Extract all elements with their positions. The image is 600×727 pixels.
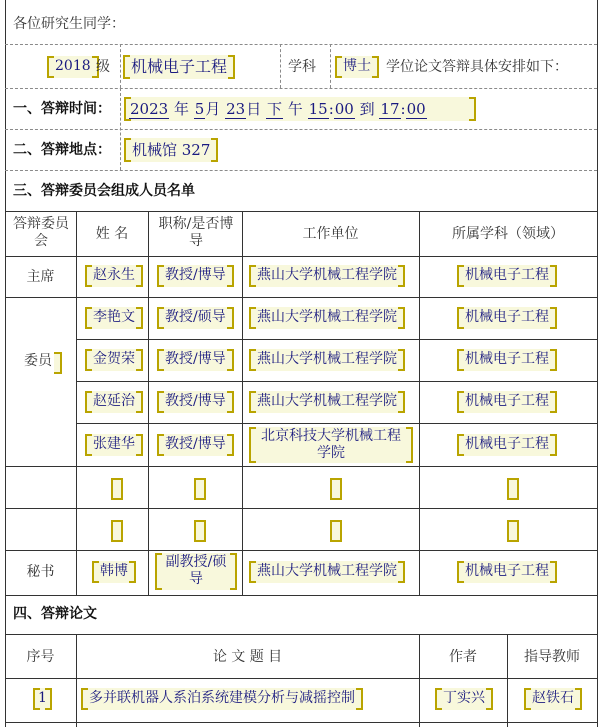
major-field[interactable]: 机械电子工程 xyxy=(123,55,235,79)
time-month-unit: 月 xyxy=(205,100,221,118)
empty-field-field[interactable] xyxy=(507,478,519,500)
thesis-advisor[interactable]: 赵铁石 xyxy=(524,688,582,710)
time-ampm-1: 下 xyxy=(267,100,283,118)
time-year-unit: 年 xyxy=(173,100,189,118)
time-day: 23 xyxy=(226,100,246,118)
committee-header-title: 职称/是否博导 xyxy=(158,216,234,249)
time-label: 一、答辩时间： xyxy=(13,101,111,117)
thesis-heading: 四、答辩论文 xyxy=(13,606,97,622)
committee-header-name: 姓 名 xyxy=(95,226,129,242)
member-title[interactable]: 教授/博导 xyxy=(157,434,234,456)
thesis-header-title: 论 文 题 目 xyxy=(212,649,283,665)
grade-suffix: 级 xyxy=(96,59,110,75)
thesis-header-author: 作者 xyxy=(449,649,477,665)
member-unit[interactable]: 燕山大学机械工程学院 xyxy=(249,265,405,287)
time-day-unit: 日 xyxy=(246,100,262,118)
member-role-bracket-icon xyxy=(54,352,62,374)
time-colon-1: : xyxy=(328,100,334,118)
time-start-minute: 00 xyxy=(334,100,354,118)
thesis-no[interactable]: 1 xyxy=(33,688,52,710)
member-field[interactable]: 机械电子工程 xyxy=(457,265,557,287)
thesis-author[interactable]: 丁实兴 xyxy=(435,688,493,710)
empty-title-field[interactable] xyxy=(194,520,206,542)
thesis-header-no: 序号 xyxy=(26,649,55,665)
member-name[interactable]: 赵延治 xyxy=(85,391,143,413)
member-field[interactable]: 机械电子工程 xyxy=(457,434,557,456)
member-unit[interactable]: 燕山大学机械工程学院 xyxy=(249,349,405,371)
empty-unit-field[interactable] xyxy=(330,520,342,542)
location-field[interactable]: 机械馆 327 xyxy=(124,138,218,162)
member-unit[interactable]: 燕山大学机械工程学院 xyxy=(249,307,405,329)
time-month: 5 xyxy=(194,100,205,118)
member-field[interactable]: 机械电子工程 xyxy=(457,391,557,413)
role-chair: 主席 xyxy=(26,269,55,285)
member-title[interactable]: 教授/硕导 xyxy=(157,307,234,329)
member-field[interactable]: 机械电子工程 xyxy=(457,561,557,583)
member-name[interactable]: 金贺荣 xyxy=(85,349,143,371)
time-end-minute: 00 xyxy=(406,100,426,118)
time-end-hour: 17 xyxy=(380,100,400,118)
role-member: 委员 xyxy=(24,353,52,369)
member-name[interactable]: 赵永生 xyxy=(85,265,143,287)
empty-title-field[interactable] xyxy=(194,478,206,500)
member-name[interactable]: 李艳文 xyxy=(85,307,143,329)
member-field[interactable]: 机械电子工程 xyxy=(457,349,557,371)
member-title[interactable]: 教授/博导 xyxy=(157,265,234,287)
committee-heading: 三、答辩委员会组成人员名单 xyxy=(13,183,195,199)
member-title[interactable]: 教授/博导 xyxy=(157,349,234,371)
committee-header-unit: 工作单位 xyxy=(302,226,359,242)
grade-field[interactable]: 2018 xyxy=(47,56,99,78)
member-title[interactable]: 教授/博导 xyxy=(157,391,234,413)
time-colon-2: : xyxy=(400,100,406,118)
member-unit[interactable]: 北京科技大学机械工程学院 xyxy=(249,427,413,463)
member-title[interactable]: 副教授/硕导 xyxy=(155,553,237,590)
location-label: 二、答辩地点： xyxy=(13,142,111,158)
discipline-label: 学科 xyxy=(288,59,316,75)
empty-field-field[interactable] xyxy=(507,520,519,542)
empty-name-field[interactable] xyxy=(111,478,123,500)
member-unit[interactable]: 燕山大学机械工程学院 xyxy=(249,561,405,583)
empty-unit-field[interactable] xyxy=(330,478,342,500)
committee-header-field: 所属学科（领域） xyxy=(452,226,564,242)
member-name[interactable]: 韩博 xyxy=(92,561,136,583)
empty-name-field[interactable] xyxy=(111,520,123,542)
thesis-header-advisor: 指导教师 xyxy=(524,649,580,665)
time-year: 2023 xyxy=(130,100,169,118)
time-start-hour: 15 xyxy=(308,100,328,118)
role-secretary: 秘书 xyxy=(26,564,55,580)
intro-tail: 学位论文答辩具体安排如下： xyxy=(386,59,568,75)
member-name[interactable]: 张建华 xyxy=(85,434,143,456)
time-to: 到 xyxy=(359,100,375,118)
committee-header-role: 答辩委员会 xyxy=(13,216,69,249)
thesis-title[interactable]: 多并联机器人系泊系统建模分析与减摇控制 xyxy=(81,688,363,710)
time-ampm-2: 午 xyxy=(287,100,303,118)
degree-field[interactable]: 博士 xyxy=(335,56,379,78)
time-field[interactable] xyxy=(124,97,476,121)
member-unit[interactable]: 燕山大学机械工程学院 xyxy=(249,391,405,413)
member-field[interactable]: 机械电子工程 xyxy=(457,307,557,329)
greeting-text: 各位研究生同学： xyxy=(13,16,125,32)
